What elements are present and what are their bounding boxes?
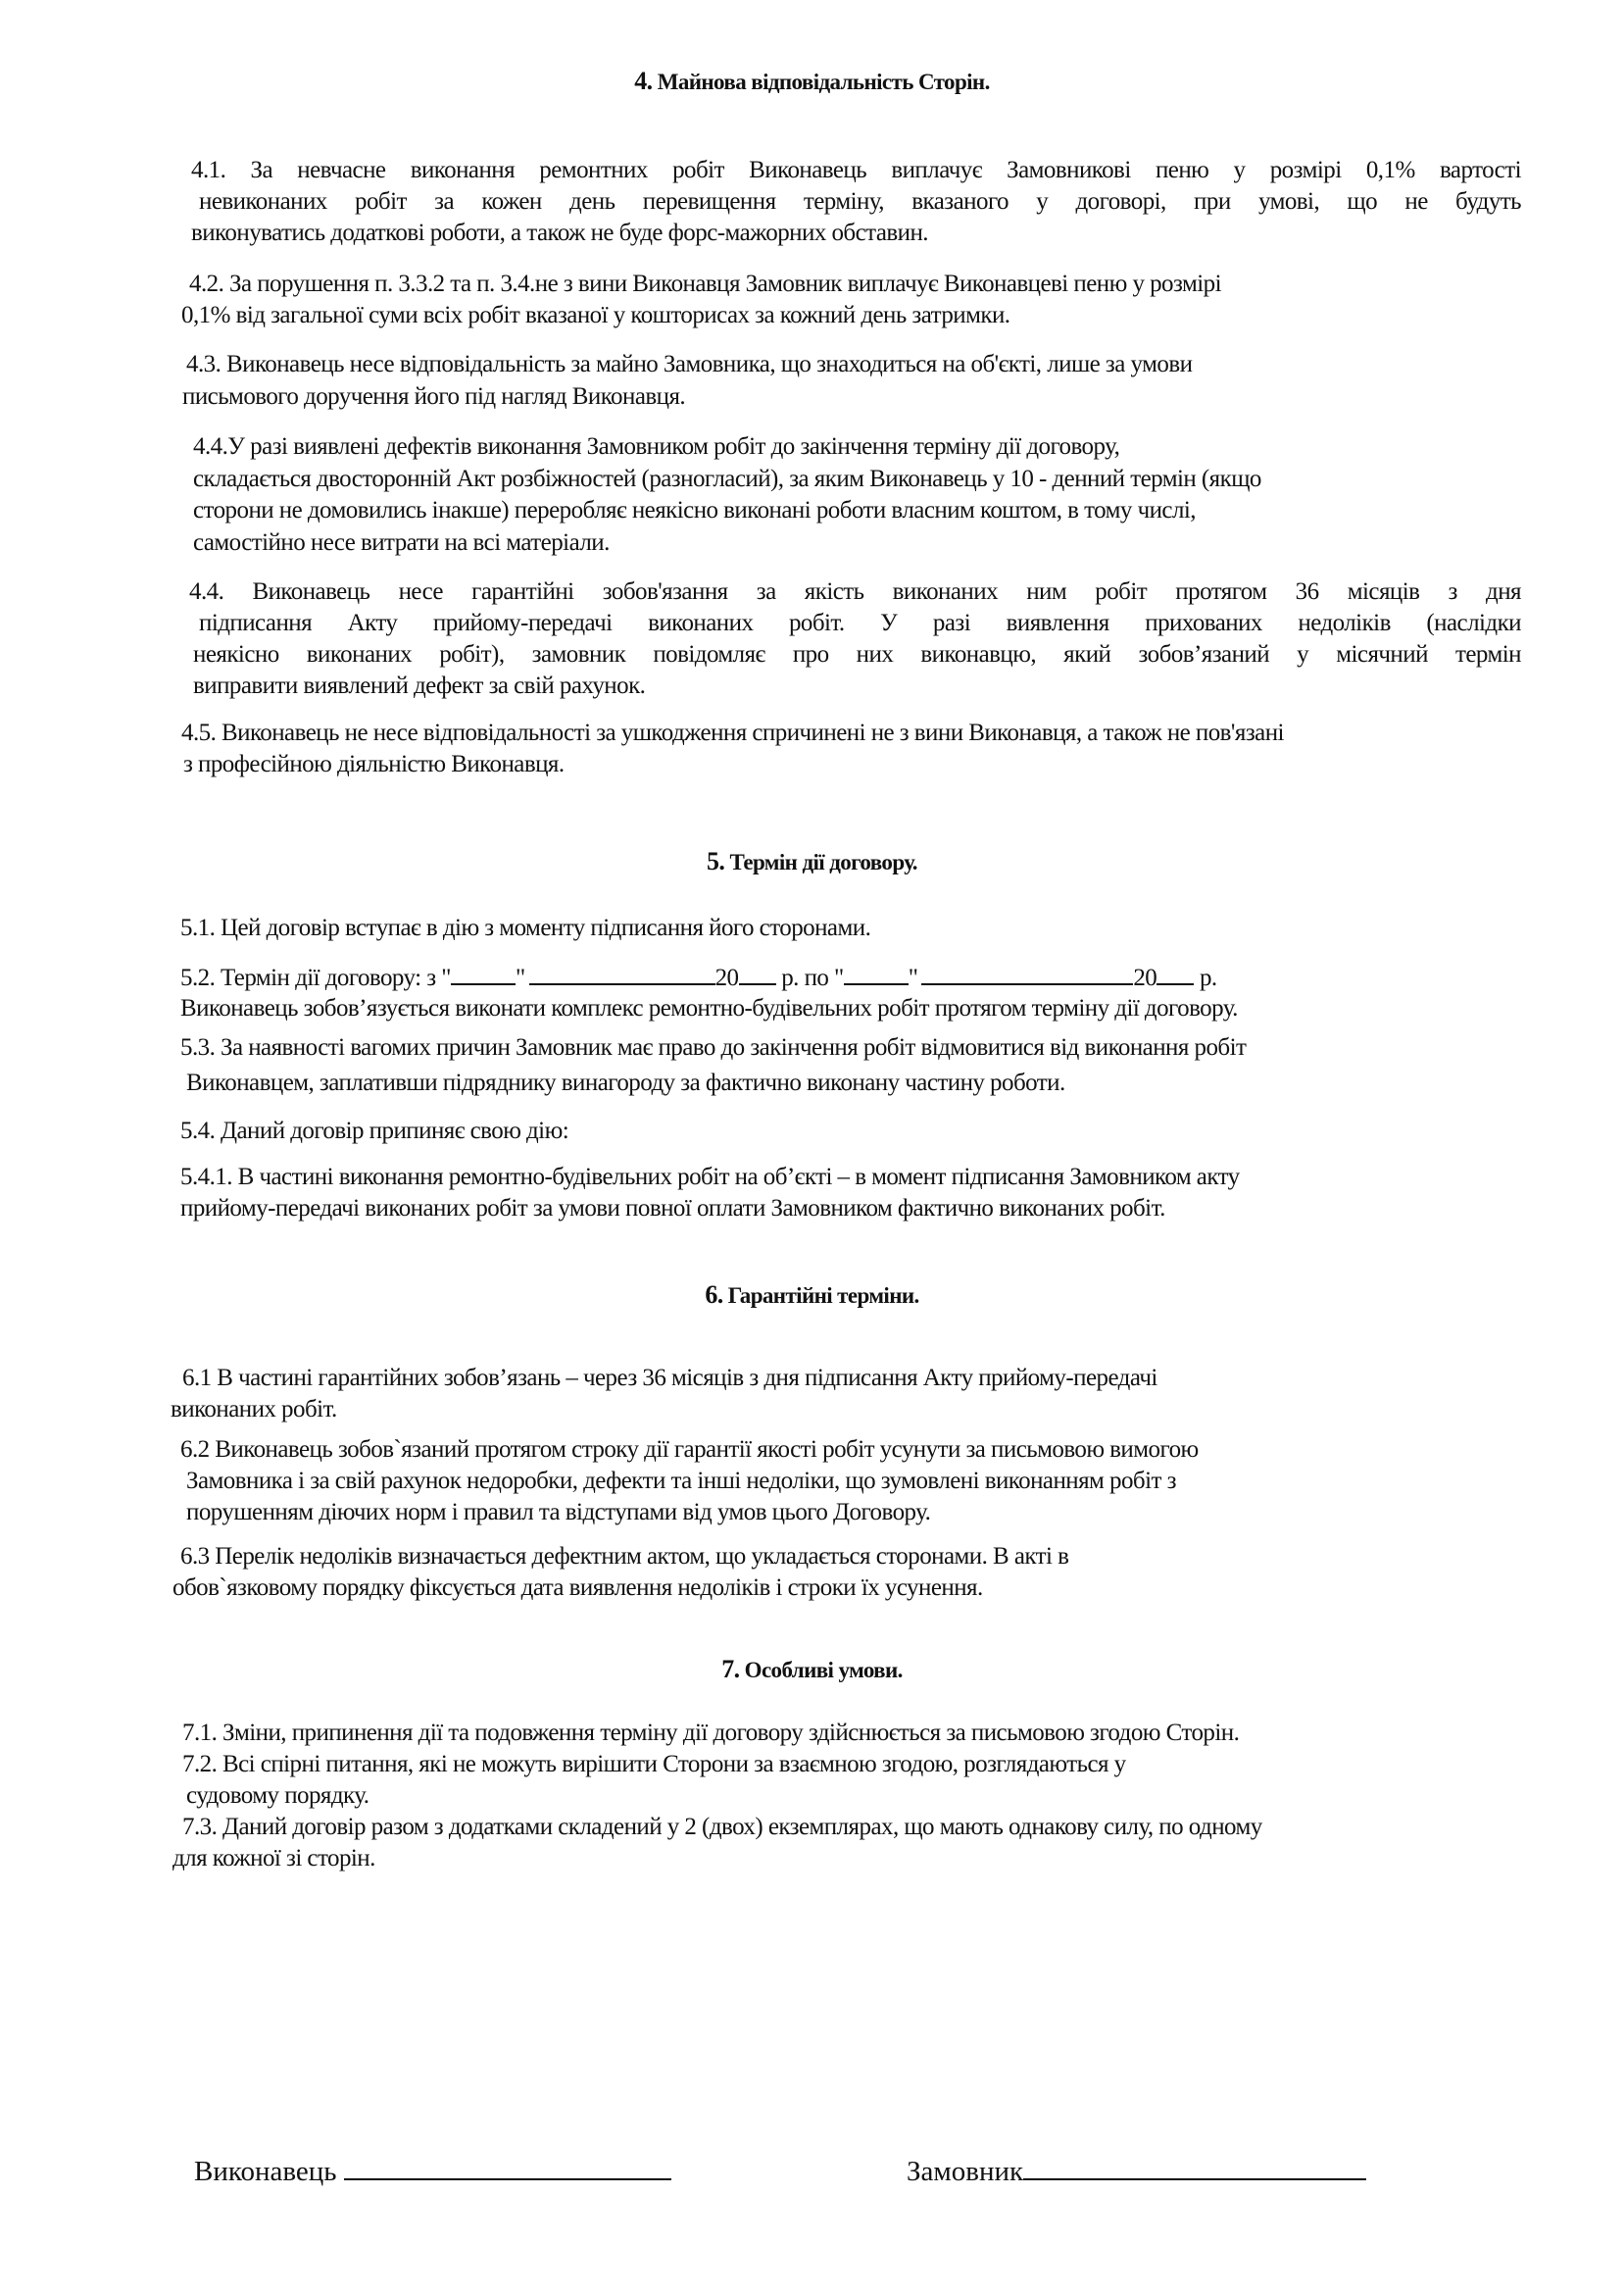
clause-6-2-line-2: Замовника і за свій рахунок недоробки, дефекти та інші недоліки, що зумовлені виконанням робіт з: [186, 1468, 1176, 1494]
day-from-blank[interactable]: [451, 964, 516, 985]
section-number: 7.: [721, 1655, 740, 1683]
clause-5-2-line-2: Виконавець зобов’язується виконати комплекс ремонтно-будівельних робіт протягом терміну дії договору.: [180, 995, 1238, 1022]
quote: ": [515, 965, 525, 991]
section-4-heading: [0, 67, 1624, 96]
clause-4-1-line-3: виконуватись додаткові роботи, а також не буде форс-мажорних обставин.: [191, 220, 928, 246]
month-from-blank[interactable]: [529, 964, 715, 985]
contractor-signature: [194, 2155, 671, 2188]
clause-6-1-line-1: 6.1 В частині гарантійних зобов’язань – через 36 місяців з дня підписання Акту прийому-передачі: [182, 1365, 1157, 1391]
section-title: Гарантійні терміни.: [727, 1283, 919, 1308]
clause-5-3-line-2: Виконавцем, заплативши підряднику винагороду за фактично виконану частину роботи.: [186, 1070, 1065, 1096]
clause-6-3-line-2: обов`язковому порядку фіксується дата виявлення недоліків і строки їх усунення.: [172, 1574, 983, 1601]
clause-4-5-line-1: 4.5. Виконавець не несе відповідальності за ушкодження спричинені не з вини Виконавця, а також не пов'язані: [181, 720, 1284, 746]
clause-7-1: 7.1. Зміни, припинення дії та подовження терміну дії договору здійснюється за письмовою згодою Сторін.: [182, 1720, 1240, 1746]
section-title: Особливі умови.: [744, 1658, 903, 1682]
section-5-heading: [0, 847, 1624, 876]
clause-6-2-line-3: порушенням діючих норм і правил та відступами від умов цього Договору.: [186, 1499, 931, 1525]
date-middle: р. по ": [775, 965, 844, 991]
clause-4-4b-line-1: 4.4. Виконавець несе гарантійні зобов'язання за якість виконаних ним робіт протягом 36 місяців з дня: [189, 578, 1521, 605]
year-prefix: 20: [714, 965, 739, 991]
clause-4-3-line-2: письмового доручення його під нагляд Виконавця.: [182, 383, 686, 410]
customer-label: Замовник: [907, 2156, 1024, 2187]
clause-4-2-line-1: 4.2. За порушення п. 3.3.2 та п. 3.4.не з вини Виконавця Замовник виплачує Виконавцеві пеню у розмірі: [189, 271, 1221, 297]
clause-4-4a-line-4: самостійно несе витрати на всі матеріали.: [193, 529, 610, 556]
clause-5-1: 5.1. Цей договір вступає в дію з моменту підписання його сторонами.: [180, 915, 871, 941]
section-number: 5.: [707, 847, 725, 875]
clause-6-3-line-1: 6.3 Перелік недоліків визначається дефектним актом, що укладається сторонами. В акті в: [180, 1543, 1069, 1570]
clause-4-4b-line-4: виправити виявлений дефект за свій рахунок.: [193, 673, 646, 699]
month-to-blank[interactable]: [921, 964, 1133, 985]
clause-4-4a-line-3: сторони не домовились інакше) переробляє неякісно виконані роботи власним коштом, в тому числі,: [193, 497, 1196, 524]
section-number: 4.: [634, 67, 653, 95]
clause-7-2-line-1: 7.2. Всі спірні питання, які не можуть вирішити Сторони за взаємною згодою, розглядаються у: [182, 1751, 1126, 1777]
section-number: 6.: [705, 1280, 723, 1309]
year-to-blank[interactable]: [1156, 964, 1194, 985]
section-title: Майнова відповідальність Сторін.: [657, 70, 990, 94]
clause-4-2-line-2: 0,1% від загальної суми всіх робіт вказаної у кошторисах за кожний день затримки.: [181, 302, 1010, 328]
clause-4-4b-line-3: неякісно виконаних робіт), замовник повідомляє про них виконавцю, який зобов’язаний у місячний термін: [193, 641, 1521, 668]
clause-4-4a-line-2: складається двосторонній Акт розбіжностей (разногласий), за яким Виконавець у 10 - денний термін (якщо: [193, 466, 1261, 492]
quote: ": [908, 965, 918, 991]
section-title: Термін дії договору.: [729, 850, 917, 874]
section-6-heading: [0, 1280, 1624, 1310]
clause-4-1-line-2: невиконаних робіт за кожен день перевищення терміну, вказаного у договорі, при умові, що не будуть: [199, 188, 1521, 215]
clause-7-3-line-2: для кожної зі сторін.: [172, 1845, 375, 1871]
year-from-blank[interactable]: [739, 964, 776, 985]
clause-4-1-line-1: 4.1. За невчасне виконання ремонтних робіт Виконавець виплачує Замовникові пеню у розмірі 0,1% вартості: [191, 157, 1521, 183]
clause-4-5-line-2: з професійною діяльністю Виконавця.: [183, 751, 565, 777]
clause-7-3-line-1: 7.3. Даний договір разом з додатками складений у 2 (двох) екземплярах, що мають однакову силу, по одному: [182, 1814, 1262, 1840]
clause-4-4b-line-2: підписання Акту прийому-передачі виконаних робіт. У разі виявлення прихованих недоліків (наслідки: [199, 610, 1521, 636]
year-prefix: 20: [1133, 965, 1157, 991]
clause-4-3-line-1: 4.3. Виконавець несе відповідальність за майно Замовника, що знаходиться на об'єкті, лише за умови: [186, 351, 1193, 377]
contractor-signature-line[interactable]: [344, 2155, 671, 2180]
contractor-label: Виконавець: [194, 2156, 337, 2187]
date-prefix: 5.2. Термін дії договору: з ": [180, 965, 451, 991]
clause-6-1-line-2: виконаних робіт.: [171, 1396, 337, 1422]
clause-5-4-1-line-2: прийому-передачі виконаних робіт за умови повної оплати Замовником фактично виконаних робіт.: [180, 1195, 1165, 1222]
clause-7-2-line-2: судовому порядку.: [186, 1782, 369, 1809]
clause-4-4a-line-1: 4.4.У разі виявлені дефектів виконання Замовником робіт до закінчення терміну дії договору,: [193, 433, 1120, 460]
customer-signature: [907, 2155, 1366, 2188]
date-suffix: р.: [1194, 965, 1217, 991]
clause-5-3-line-1: 5.3. За наявності вагомих причин Замовник має право до закінчення робіт відмовитися від виконання робіт: [180, 1034, 1247, 1061]
clause-5-4: 5.4. Даний договір припиняє свою дію:: [180, 1118, 569, 1144]
section-7-heading: [0, 1655, 1624, 1684]
clause-5-4-1-line-1: 5.4.1. В частині виконання ремонтно-будівельних робіт на об’єкті – в момент підписання Замовником акту: [180, 1164, 1240, 1190]
clause-5-2-date-line: [180, 964, 1217, 992]
customer-signature-line[interactable]: [1023, 2155, 1366, 2180]
clause-6-2-line-1: 6.2 Виконавець зобов`язаний протягом строку дії гарантії якості робіт усунути за письмовою вимогою: [180, 1436, 1199, 1463]
day-to-blank[interactable]: [844, 964, 909, 985]
